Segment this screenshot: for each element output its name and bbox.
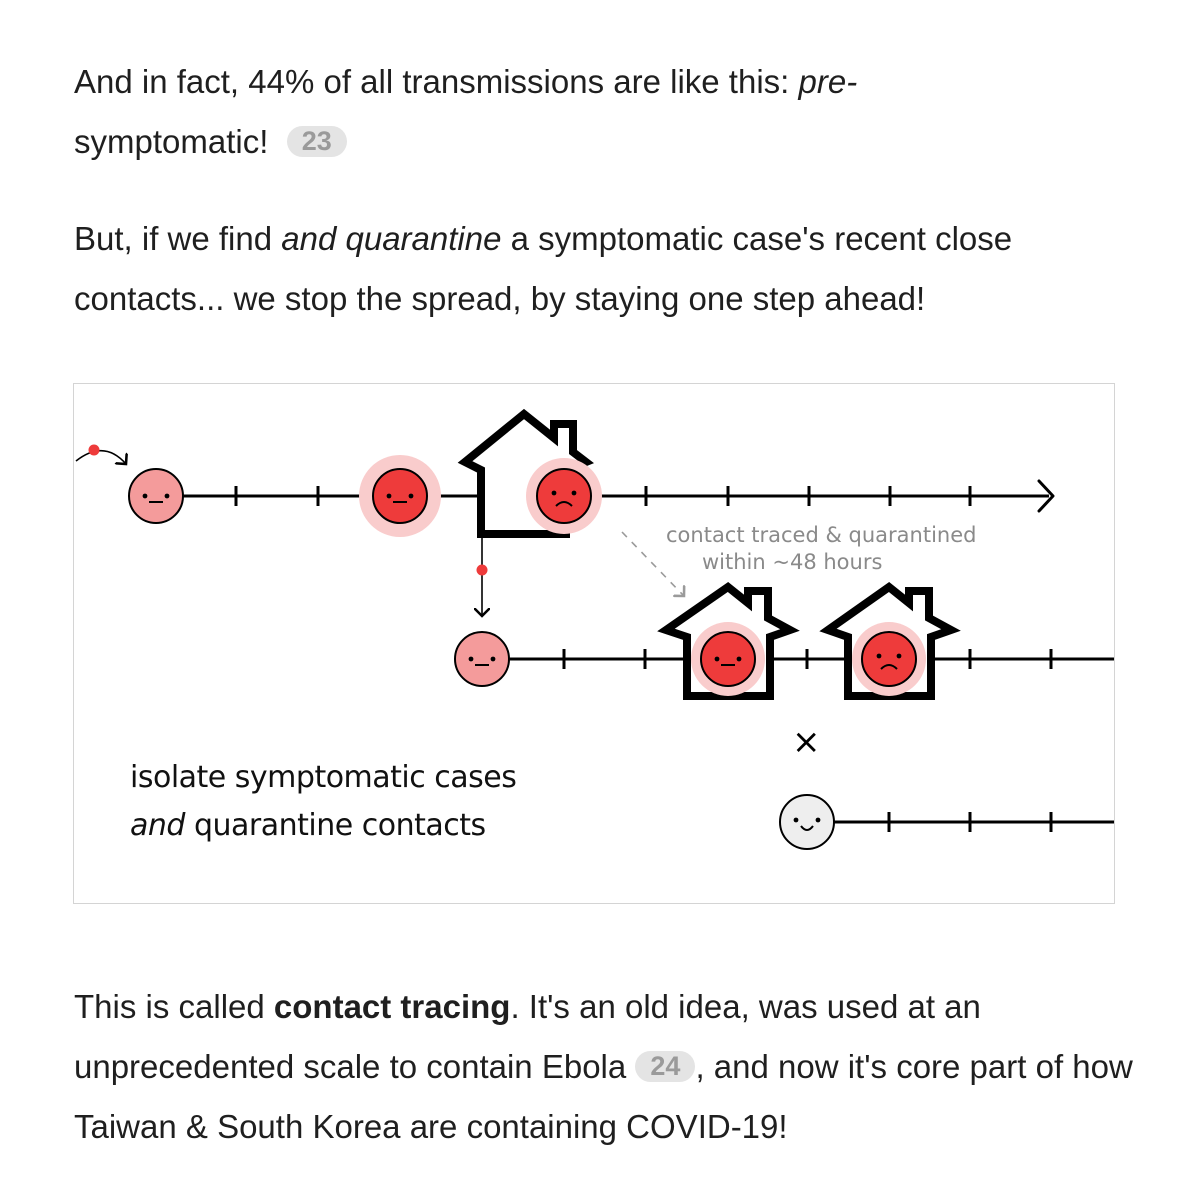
footnote-24-badge[interactable]: 24 [635, 1051, 695, 1082]
paragraph2-text2: a symptomatic case's recent close contacts... we stop the spread, by staying one step ahead! [74, 220, 1013, 317]
paragraph3-text1: This is called [74, 988, 274, 1025]
paragraph2-text1: But, if we find [74, 220, 282, 257]
contact-tracing-diagram [73, 383, 1115, 904]
paragraph3-bold: contact tracing [273, 988, 511, 1025]
timeline-2 [482, 649, 1115, 669]
diagram-caption [130, 754, 516, 850]
caption-emphasis: and [130, 808, 185, 843]
paragraph-contact-tracing [74, 977, 1134, 1157]
quarantine-house-icon [666, 587, 790, 696]
timeline-1 [156, 481, 1053, 511]
isolated-house-icon [464, 414, 602, 536]
healthy-face-icon [780, 795, 834, 849]
caption-line-2: quarantine contacts [184, 808, 486, 843]
transmission-dot [477, 565, 488, 576]
incoming-transmission-arrow [76, 445, 126, 465]
transmission-dot [89, 445, 100, 456]
quarantine-house-sick-icon [828, 587, 951, 696]
caption-line-1: isolate symptomatic cases [130, 760, 517, 795]
annotation-line-2: within ~48 hours [702, 550, 883, 574]
paragraph1-text2: symptomatic! [74, 123, 269, 160]
annotation-line-1: contact traced & quarantined [666, 523, 977, 547]
timeline-3 [807, 812, 1115, 832]
infectious-face-icon [359, 455, 441, 537]
footnote-23-badge[interactable]: 23 [287, 126, 347, 157]
paragraph1-text: And in fact, 44% of all transmissions are like this: [74, 63, 799, 100]
paragraph3-text2: . It's an old idea, was used at an unprecedented scale to contain Ebola [74, 988, 981, 1085]
paragraph-quarantine [74, 209, 1134, 329]
paragraph3-text3: , and now it's core part of how Taiwan & South Korea are containing COVID-19! [74, 1048, 1133, 1145]
blocked-transmission-mark: × [792, 722, 821, 762]
paragraph-presymptomatic [74, 52, 1134, 172]
traced-contact-face-icon [455, 632, 509, 686]
paragraph2-emphasis: and quarantine [281, 220, 502, 257]
paragraph1-emphasis: pre- [798, 63, 858, 100]
neutral-face-icon [129, 469, 183, 523]
